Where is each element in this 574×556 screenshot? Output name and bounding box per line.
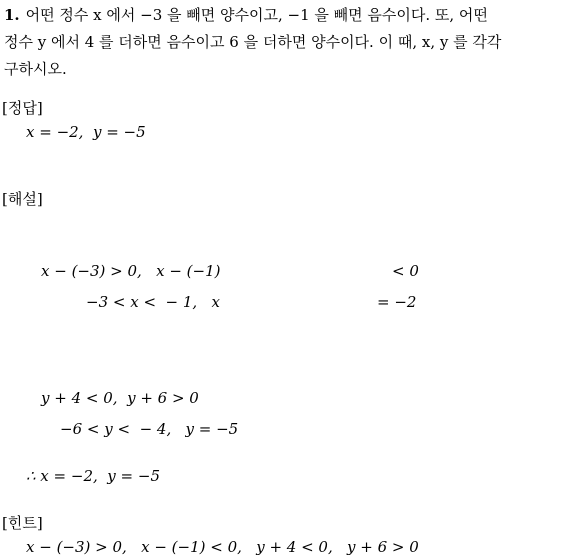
problem-line-3: 구하시오. — [4, 60, 67, 78]
problem-line-1: 1. 어떤 정수 x 에서 −3 을 빼면 양수이고, −1 을 빼면 음수이다. 또, 어떤 — [4, 6, 488, 24]
explanation-conclusion: ∴ x = −2, y = −5 — [26, 467, 160, 485]
problem-statement — [4, 2, 572, 83]
explanation-line-2: −3 < x < − 1, x — [86, 293, 220, 311]
hint-text: x − (−3) > 0, x − (−1) < 0, y + 4 < 0, y + 6 > 0 — [26, 538, 419, 556]
explanation-line-1-right: < 0 — [392, 262, 419, 280]
explanation-line-2-right: = −2 — [377, 293, 417, 311]
explanation-line-3: y + 4 < 0, y + 6 > 0 — [41, 389, 199, 407]
problem-line-2: 정수 y 에서 4 를 더하면 음수이고 6 을 더하면 양수이다. 이 때, x, y 를 각각 — [4, 33, 502, 51]
answer-text: x = −2, y = −5 — [26, 123, 146, 141]
answer-label: [정답] — [2, 99, 43, 117]
hint-label: [힌트] — [2, 514, 43, 532]
explanation-line-1: x − (−3) > 0, x − (−1) — [41, 262, 221, 280]
explanation-label: [해설] — [2, 190, 43, 208]
explanation-line-4: −6 < y < − 4, y = −5 — [60, 420, 239, 438]
problem-number: 1. — [4, 6, 20, 24]
